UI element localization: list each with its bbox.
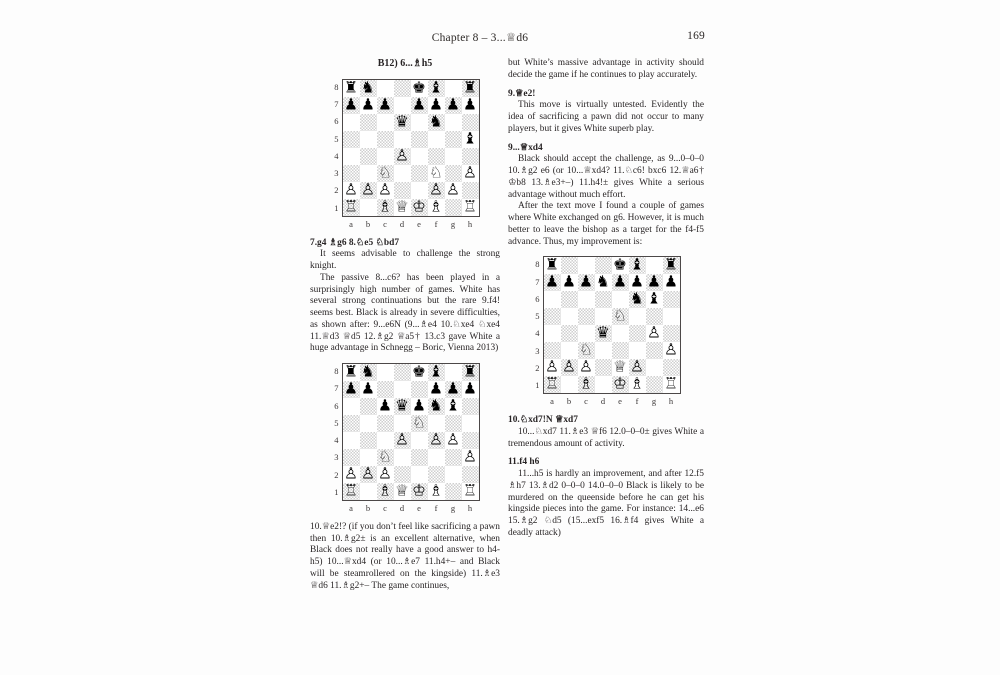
white-pawn-icon: ♙: [378, 464, 392, 483]
square-g6: [445, 398, 462, 415]
square-f6: [629, 291, 646, 308]
square-d8: [394, 80, 411, 97]
white-pawn-icon: ♙: [446, 430, 460, 449]
white-pawn-icon: ♙: [446, 180, 460, 198]
black-king-icon: ♚: [412, 362, 426, 381]
square-h1: [462, 483, 479, 500]
square-b4: [561, 325, 578, 342]
square-e1: [612, 376, 629, 393]
white-pawn-icon: ♙: [562, 357, 576, 376]
file-label: a: [349, 218, 353, 229]
white-knight-icon: ♘: [378, 447, 392, 466]
square-f1: [428, 483, 445, 500]
file-label: g: [450, 218, 456, 229]
chess-board: [342, 363, 480, 501]
white-bishop-icon: ♗: [429, 481, 443, 500]
white-pawn-icon: ♙: [630, 357, 644, 376]
file-labels: [343, 503, 479, 515]
black-pawn-icon: ♟: [344, 379, 358, 398]
body-paragraph: 10...♘xd7 11.♗e3 ♕f6 12.0–0–0± gives White a tremendous amount of activity.: [508, 426, 704, 449]
square-f5: [428, 131, 445, 148]
white-pawn-icon: ♙: [664, 340, 678, 359]
white-bishop-icon: ♗: [378, 197, 392, 215]
square-h5: [663, 308, 680, 325]
rank-labels: [532, 256, 540, 394]
rank-label: 2: [334, 469, 339, 480]
rank-label: 6: [535, 293, 540, 304]
square-g2: [445, 466, 462, 483]
black-pawn-icon: ♟: [647, 272, 661, 291]
left-column: [310, 58, 500, 592]
rank-label: 4: [334, 150, 339, 161]
square-f4: [629, 325, 646, 342]
square-c5: [578, 308, 595, 325]
square-h5: [462, 131, 479, 148]
white-queen-icon: ♕: [395, 197, 409, 215]
left-text-1: [310, 238, 500, 356]
rank-label: 8: [535, 259, 540, 270]
square-a6: [343, 114, 360, 131]
white-pawn-icon: ♙: [361, 464, 375, 483]
square-b2: [561, 359, 578, 376]
file-label: b: [566, 396, 572, 407]
square-h5: [462, 415, 479, 432]
rank-label: 3: [535, 345, 540, 356]
chapter-title: Chapter 8 – 3...♕d6: [431, 32, 529, 44]
right-text-2: [508, 415, 704, 540]
rank-label: 1: [535, 380, 540, 391]
rank-label: 7: [334, 383, 339, 394]
square-a4: [343, 432, 360, 449]
square-h6: [663, 291, 680, 308]
square-d1: [394, 199, 411, 216]
white-king-icon: ♔: [412, 197, 426, 215]
white-knight-icon: ♘: [378, 163, 392, 181]
rank-label: 4: [334, 435, 339, 446]
white-pawn-icon: ♙: [395, 430, 409, 449]
square-e5: [411, 131, 428, 148]
black-rook-icon: ♜: [344, 362, 358, 381]
black-bishop-icon: ♝: [429, 362, 443, 381]
square-d7: [595, 274, 612, 291]
body-paragraph: but White’s massive advantage in activity should decide the game if he continues to play accurately.: [508, 58, 704, 80]
square-b2: [360, 182, 377, 199]
square-e7: [411, 97, 428, 114]
white-knight-icon: ♘: [429, 163, 443, 181]
white-king-icon: ♔: [613, 374, 627, 393]
black-pawn-icon: ♟: [579, 272, 593, 291]
right-column: [508, 58, 704, 540]
rank-label: 5: [334, 133, 339, 144]
black-pawn-icon: ♟: [446, 379, 460, 398]
square-d3: [595, 342, 612, 359]
square-b6: [360, 398, 377, 415]
square-h6: [462, 398, 479, 415]
square-b5: [360, 131, 377, 148]
body-paragraph: The passive 8...c6? has been played in a surprisingly high number of games. White has several strong continuations but the rare 9.f4! seems best. Black is already in severe difficulties, as shown after: 9...e6N (9...♗e4 10.♘xe4 ♘xe4 11.♕d3 ♕d5 12.♗g2 ♕a5† 13.c3 gave White a huge advantage in Schnegg – Boric, Vienna 2013): [310, 272, 500, 354]
black-knight-icon: ♞: [361, 362, 375, 381]
file-label: f: [635, 396, 639, 407]
square-a5: [544, 308, 561, 325]
black-pawn-icon: ♟: [429, 95, 443, 113]
black-rook-icon: ♜: [463, 362, 477, 381]
white-rook-icon: ♖: [545, 374, 559, 393]
square-d8: [394, 364, 411, 381]
white-rook-icon: ♖: [463, 197, 477, 215]
square-c7: [377, 97, 394, 114]
black-pawn-icon: ♟: [412, 396, 426, 415]
square-a5: [343, 131, 360, 148]
square-c8: [377, 364, 394, 381]
square-d3: [394, 165, 411, 182]
square-e7: [612, 274, 629, 291]
square-d4: [394, 432, 411, 449]
file-label: a: [349, 503, 353, 513]
square-d6: [394, 114, 411, 131]
white-rook-icon: ♖: [344, 481, 358, 500]
rank-labels: [331, 79, 339, 217]
white-knight-icon: ♘: [579, 340, 593, 359]
diagram-2-slot: [310, 363, 500, 515]
black-rook-icon: ♜: [463, 78, 477, 96]
file-label: d: [399, 218, 405, 229]
square-f1: [629, 376, 646, 393]
move-heading: 9.♕e2!: [508, 88, 536, 99]
white-rook-icon: ♖: [463, 481, 477, 500]
square-b1: [360, 483, 377, 500]
white-pawn-icon: ♙: [344, 180, 358, 198]
square-e5: [411, 415, 428, 432]
square-a4: [544, 325, 561, 342]
white-pawn-icon: ♙: [361, 180, 375, 198]
square-c1: [377, 483, 394, 500]
move-heading: 7.g4 ♗g6 8.♘e5 ♘bd7: [310, 237, 400, 248]
square-c1: [377, 199, 394, 216]
square-a6: [343, 398, 360, 415]
square-g2: [646, 359, 663, 376]
file-label: g: [450, 503, 456, 513]
black-pawn-icon: ♟: [361, 95, 375, 113]
move-heading: 10.♘xd7!N ♕xd7: [508, 415, 578, 425]
square-b7: [561, 274, 578, 291]
black-pawn-icon: ♟: [412, 95, 426, 113]
black-pawn-icon: ♟: [463, 379, 477, 398]
rank-labels: [331, 363, 339, 501]
black-queen-icon: ♛: [395, 396, 409, 415]
square-a7: [544, 274, 561, 291]
file-label: e: [417, 218, 421, 229]
square-a1: [343, 483, 360, 500]
black-pawn-icon: ♟: [378, 95, 392, 113]
black-bishop-icon: ♝: [429, 78, 443, 96]
black-pawn-icon: ♟: [429, 379, 443, 398]
square-a5: [343, 415, 360, 432]
square-c6: [578, 291, 595, 308]
square-h7: [663, 274, 680, 291]
square-a6: [544, 291, 561, 308]
black-knight-icon: ♞: [429, 112, 443, 130]
square-b6: [561, 291, 578, 308]
black-bishop-icon: ♝: [463, 129, 477, 147]
black-king-icon: ♚: [412, 78, 426, 96]
square-h1: [663, 376, 680, 393]
square-b2: [360, 466, 377, 483]
rank-label: 6: [334, 400, 339, 411]
file-label: h: [467, 503, 473, 513]
black-pawn-icon: ♟: [613, 272, 627, 291]
black-knight-icon: ♞: [429, 396, 443, 415]
square-g3: [445, 449, 462, 466]
square-d3: [394, 449, 411, 466]
rank-label: 7: [535, 276, 540, 287]
black-bishop-icon: ♝: [647, 289, 661, 308]
white-bishop-icon: ♗: [630, 374, 644, 393]
file-label: c: [584, 396, 588, 407]
white-bishop-icon: ♗: [378, 481, 392, 500]
white-knight-icon: ♘: [613, 306, 627, 325]
chess-board: [342, 79, 480, 217]
white-pawn-icon: ♙: [579, 357, 593, 376]
rank-label: 1: [334, 486, 339, 497]
white-king-icon: ♔: [412, 481, 426, 500]
square-h3: [663, 342, 680, 359]
square-b5: [561, 308, 578, 325]
file-label: b: [365, 218, 371, 229]
square-e8: [411, 364, 428, 381]
section-heading: B12) 6...♗h5: [377, 58, 433, 69]
square-d6: [595, 291, 612, 308]
rank-label: 6: [334, 116, 339, 127]
diagram-3-slot: [508, 256, 704, 408]
square-b1: [360, 199, 377, 216]
square-e5: [612, 308, 629, 325]
square-h3: [462, 165, 479, 182]
square-g1: [445, 483, 462, 500]
white-queen-icon: ♕: [613, 357, 627, 376]
square-e3: [411, 165, 428, 182]
file-label: c: [383, 503, 387, 513]
body-paragraph: Black should accept the challenge, as 9...0–0–0 10.♗g2 e6 (or 10...♕xd4? 11.♘c6! bxc6 12.♕a6† ♔b8 13.♗e3+–) 11.h4!± gives White a serious advantage without much effort.: [508, 154, 704, 200]
square-e4: [612, 325, 629, 342]
white-queen-icon: ♕: [395, 481, 409, 500]
square-g4: [445, 148, 462, 165]
square-f1: [428, 199, 445, 216]
black-rook-icon: ♜: [344, 78, 358, 96]
file-label: b: [365, 503, 371, 513]
white-pawn-icon: ♙: [429, 430, 443, 449]
position-after-9-qxd4: [508, 256, 704, 408]
black-pawn-icon: ♟: [446, 95, 460, 113]
rank-label: 3: [334, 452, 339, 463]
rank-label: 2: [334, 185, 339, 196]
square-d1: [394, 483, 411, 500]
black-pawn-icon: ♟: [630, 272, 644, 291]
right-text-1: [508, 58, 704, 248]
square-c1: [578, 376, 595, 393]
file-label: h: [668, 396, 674, 407]
square-h7: [462, 97, 479, 114]
black-pawn-icon: ♟: [664, 272, 678, 291]
black-rook-icon: ♜: [545, 255, 559, 274]
square-d6: [394, 398, 411, 415]
black-pawn-icon: ♟: [562, 272, 576, 291]
square-a1: [343, 199, 360, 216]
white-pawn-icon: ♙: [344, 464, 358, 483]
square-c7: [578, 274, 595, 291]
body-paragraph: It seems advisable to challenge the strong knight.: [310, 249, 500, 271]
rank-label: 3: [334, 168, 339, 179]
square-b5: [360, 415, 377, 432]
body-paragraph: 11...h5 is hardly an improvement, and after 12.f5 ♗h7 13.♗d2 0–0–0 14.0–0–0 Black is likely to be murdered on the queenside before he can get his kingside pieces into the game. For instance: 14...e6 15.♗g2 ♘d5 (15...exf5 16.♗f4 gives White a deadly attack): [508, 469, 704, 538]
square-e1: [411, 199, 428, 216]
black-queen-icon: ♛: [596, 323, 610, 342]
square-b7: [360, 381, 377, 398]
white-knight-icon: ♘: [412, 413, 426, 432]
square-f6: [428, 114, 445, 131]
page-header: [310, 30, 705, 46]
square-f6: [428, 398, 445, 415]
black-queen-icon: ♛: [395, 112, 409, 130]
move-heading: 9...♕xd4: [508, 142, 543, 153]
square-h1: [462, 199, 479, 216]
white-pawn-icon: ♙: [463, 447, 477, 466]
square-a1: [544, 376, 561, 393]
rank-label: 8: [334, 81, 339, 92]
black-pawn-icon: ♟: [361, 379, 375, 398]
white-pawn-icon: ♙: [429, 180, 443, 198]
square-e1: [411, 483, 428, 500]
rank-label: 8: [334, 366, 339, 376]
black-pawn-icon: ♟: [344, 95, 358, 113]
black-bishop-icon: ♝: [446, 396, 460, 415]
square-a4: [343, 148, 360, 165]
move-heading: 11.f4 h6: [508, 457, 540, 468]
rank-label: 4: [535, 328, 540, 339]
rank-label: 7: [334, 99, 339, 110]
square-b7: [360, 97, 377, 114]
square-g5: [445, 131, 462, 148]
square-g4: [646, 325, 663, 342]
square-b6: [360, 114, 377, 131]
position-after-11-bg2: [310, 363, 500, 515]
black-pawn-icon: ♟: [378, 396, 392, 415]
white-pawn-icon: ♙: [545, 357, 559, 376]
square-c6: [377, 398, 394, 415]
square-d1: [595, 376, 612, 393]
square-g2: [445, 182, 462, 199]
black-rook-icon: ♜: [664, 255, 678, 274]
diagram-1-slot: [310, 79, 500, 231]
rank-label: 5: [334, 417, 339, 428]
square-g6: [445, 114, 462, 131]
black-bishop-icon: ♝: [630, 255, 644, 274]
square-a7: [343, 97, 360, 114]
square-f5: [629, 308, 646, 325]
chess-board: [543, 256, 681, 394]
square-c5: [377, 131, 394, 148]
square-g1: [646, 376, 663, 393]
square-g4: [445, 432, 462, 449]
white-pawn-icon: ♙: [378, 180, 392, 198]
square-e3: [411, 449, 428, 466]
rank-label: 2: [535, 362, 540, 373]
square-e6: [411, 114, 428, 131]
file-label: a: [550, 396, 554, 407]
white-pawn-icon: ♙: [647, 323, 661, 342]
square-a7: [343, 381, 360, 398]
file-label: f: [434, 218, 438, 229]
square-h7: [462, 381, 479, 398]
file-label: c: [383, 218, 387, 229]
white-bishop-icon: ♗: [429, 197, 443, 215]
rank-label: 1: [334, 202, 339, 213]
body-paragraph: This move is virtually untested. Evidently the idea of sacrificing a pawn did not occur to many players, but it gives White superb play.: [508, 100, 704, 134]
left-text-2: [310, 522, 500, 593]
black-knight-icon: ♞: [361, 78, 375, 96]
square-d4: [394, 148, 411, 165]
square-d2: [595, 359, 612, 376]
white-rook-icon: ♖: [344, 197, 358, 215]
square-d4: [595, 325, 612, 342]
black-pawn-icon: ♟: [545, 272, 559, 291]
black-knight-icon: ♞: [630, 289, 644, 308]
file-label: f: [434, 503, 438, 513]
square-c5: [377, 415, 394, 432]
file-labels: [544, 396, 680, 408]
rank-label: 5: [535, 311, 540, 322]
file-label: e: [417, 503, 421, 513]
file-label: d: [600, 396, 606, 407]
square-e4: [411, 148, 428, 165]
square-g7: [445, 97, 462, 114]
square-c6: [377, 114, 394, 131]
black-king-icon: ♚: [613, 255, 627, 274]
position-after-8-nbd7: [310, 79, 500, 231]
file-label: e: [618, 396, 622, 407]
square-f4: [428, 432, 445, 449]
body-paragraph: After the text move I found a couple of games where White exchanged on g6. However, it is much better to leave the bishop as a target for the f4-f5 advance. Thus, my improvement is:: [508, 201, 704, 247]
square-b1: [561, 376, 578, 393]
square-g1: [445, 199, 462, 216]
white-pawn-icon: ♙: [463, 163, 477, 181]
page-number: 169: [687, 30, 705, 42]
file-label: h: [467, 218, 473, 229]
file-label: g: [651, 396, 657, 407]
file-labels: [343, 219, 479, 231]
square-g3: [646, 342, 663, 359]
square-b4: [360, 432, 377, 449]
body-paragraph: 10.♕e2!? (if you don’t feel like sacrificing a pawn then 10.♗g2± is an excellent alternative, when Black does not really have a good answer to h4-h5) 10...♕xd4 (or 10...♗e7 11.h4+– and Black will be steamrollered on the kingside) 11.♗e3 ♕d6 11.♗g2+– The game continues,: [310, 521, 500, 591]
square-g6: [646, 291, 663, 308]
square-h3: [462, 449, 479, 466]
white-pawn-icon: ♙: [395, 146, 409, 164]
square-e4: [411, 432, 428, 449]
square-b4: [360, 148, 377, 165]
file-label: d: [399, 503, 405, 513]
white-rook-icon: ♖: [664, 374, 678, 393]
black-pawn-icon: ♟: [463, 95, 477, 113]
white-bishop-icon: ♗: [579, 374, 593, 393]
square-f3: [428, 449, 445, 466]
black-knight-icon: ♞: [596, 272, 610, 291]
